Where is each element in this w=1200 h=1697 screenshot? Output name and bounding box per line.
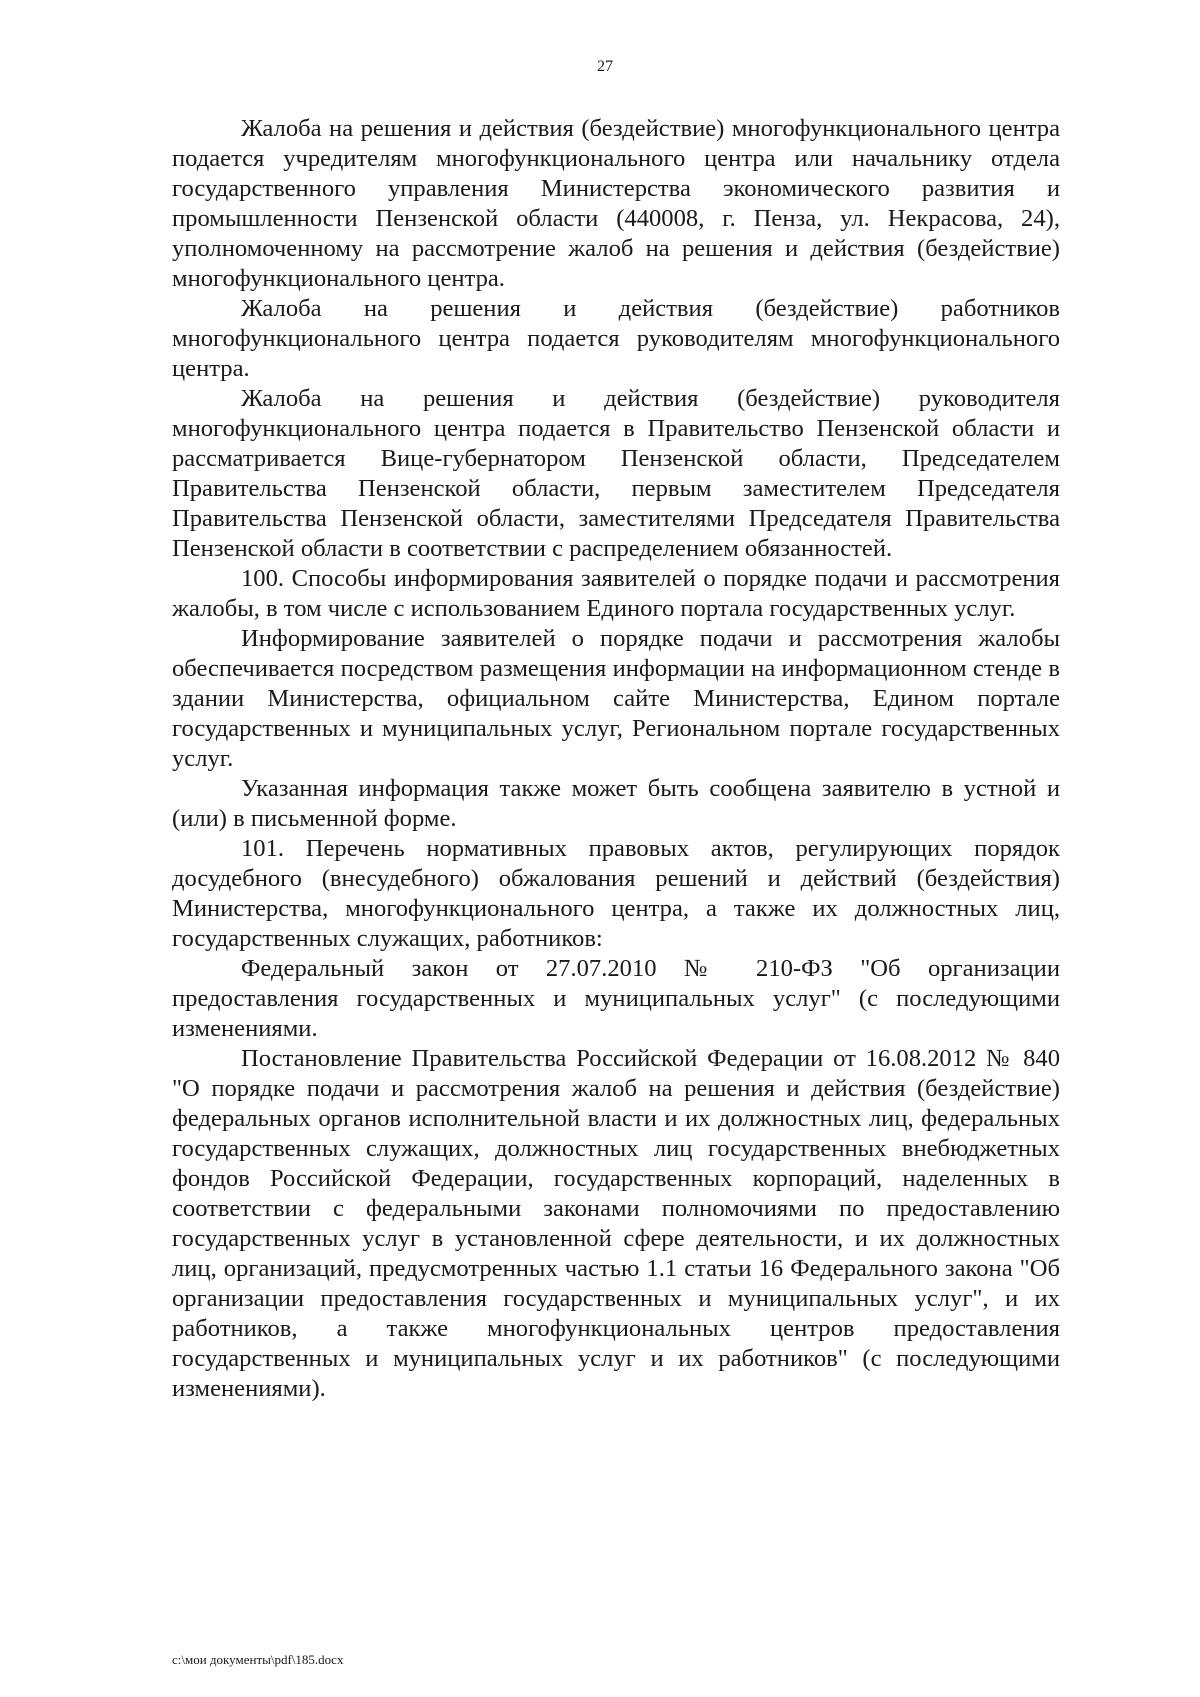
paragraph-mfc-workers-complaint: Жалоба на решения и действия (бездействие) работников многофункционального центра подается руководителям многофункционального центра. [172,295,1060,382]
paragraph-federal-law-210: Федеральный закон от 27.07.2010 № 210-ФЗ "Об организации предоставления государственных и муниципальных услуг" (с последующими изменениями. [172,955,1060,1042]
paragraph-government-decree-840: Постановление Правительства Российской Федерации от 16.08.2012 № 840 "О порядке подачи и рассмотрения жалоб на решения и действия (бездействие) федеральных органов исполнительной власти и их должностных лиц, федеральных государственных служащих, должностных лиц государственных внебюджетных фондов Российской Федерации, государственных корпораций, наделенных в соответствии с федеральными законами полномочиями по предоставлению государственных услуг в установленной сфере деятельности, и их должностных лиц, организаций, предусмотренных частью 1.1 статьи 16 Федерального закона "Об организации предоставления государственных и муниципальных услуг", и их работников, а также многофункциональных центров предоставления государственных и муниципальных услуг и их работников" (с последующими изменениями). [172,1045,1060,1402]
footer-file-path: c:\мои документы\pdf\185.docx [172,1652,344,1667]
paragraph-item-101: 101. Перечень нормативных правовых актов, регулирующих порядок досудебного (внесудебного) обжалования решений и действий (бездействия) Министерства, многофункционального центра, а также их должностных лиц, государственных служащих, работников: [172,835,1060,952]
paragraph-mfc-head-complaint: Жалоба на решения и действия (бездействие) руководителя многофункционального центра подается в Правительство Пензенской области и рассматривается Вице-губернатором Пензенской области, Председателем Правительства Пензенской области, первым заместителем Председателя Правительства Пензенской области, заместителями Председателя Правительства Пензенской области в соответствии с распределением обязанностей. [172,385,1060,562]
paragraph-mfc-complaint-founders: Жалоба на решения и действия (бездействие) многофункционального центра подается учредителям многофункционального центра или начальнику отдела государственного управления Министерства экономического развития и промышленности Пензенской области (440008, г. Пенза, ул. Некрасова, 24), уполномоченному на рассмотрение жалоб на решения и действия (бездействие) многофункционального центра. [172,115,1060,292]
paragraph-item-100: 100. Способы информирования заявителей о порядке подачи и рассмотрения жалобы, в том числе с использованием Единого портала государственных услуг. [172,565,1060,622]
document-body [172,114,1060,1404]
paragraph-informing-applicants: Информирование заявителей о порядке подачи и рассмотрения жалобы обеспечивается посредством размещения информации на информационном стенде в здании Министерства, официальном сайте Министерства, Едином портале государственных и муниципальных услуг, Региональном портале государственных услуг. [172,625,1060,772]
page-number: 27 [597,58,613,75]
paragraph-oral-written-form: Указанная информация также может быть сообщена заявителю в устной и (или) в письменной форме. [172,775,1060,832]
